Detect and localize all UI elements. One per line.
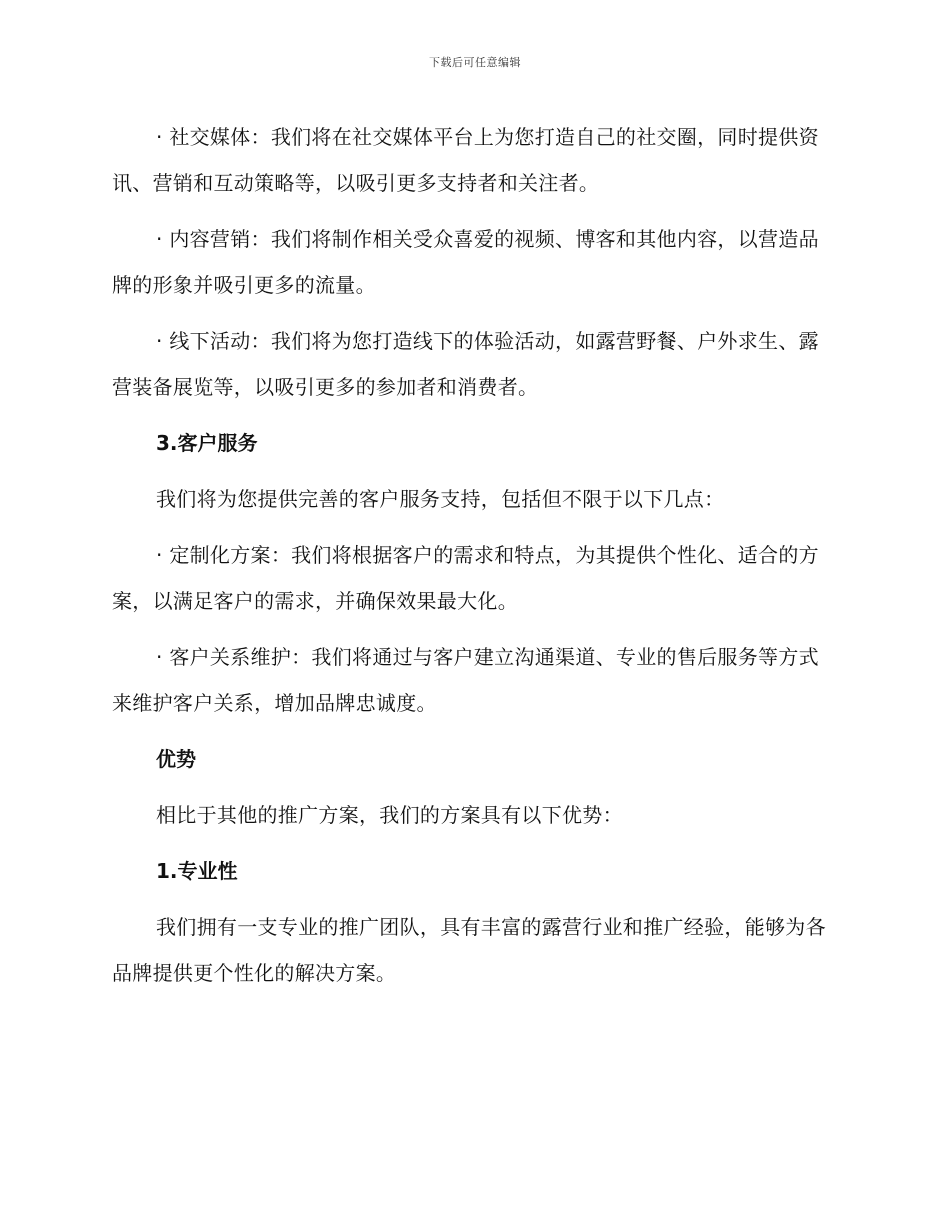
paragraph-advantages-intro: 相比于其他的推广方案，我们的方案具有以下优势： [156, 803, 623, 827]
section-heading-advantages: 优势 [156, 747, 196, 771]
paragraph-customized-plan: · 定制化方案：我们将根据客户的需求和特点，为其提供个性化、适合的方案，以满足客户的需求，并确保效果最大化。 [112, 543, 819, 613]
document-body [112, 114, 828, 996]
paragraph-content-marketing: · 内容营销：我们将制作相关受众喜爱的视频、博客和其他内容，以营造品牌的形象并吸引更多的流量。 [112, 227, 819, 297]
paragraph-service-intro: 我们将为您提供完善的客户服务支持，包括但不限于以下几点： [156, 487, 725, 511]
section-heading-customer-service: 3.客户服务 [156, 431, 258, 455]
paragraph-professional-team: 我们拥有一支专业的推广团队，具有丰富的露营行业和推广经验，能够为各品牌提供更个性化的解决方案。 [112, 915, 826, 985]
page-header: 下载后可任意编辑 [429, 56, 521, 69]
paragraph-offline-events: · 线下活动：我们将为您打造线下的体验活动，如露营野餐、户外求生、露营装备展览等，以吸引更多的参加者和消费者。 [112, 329, 819, 399]
paragraph-customer-relations: · 客户关系维护：我们将通过与客户建立沟通渠道、专业的售后服务等方式来维护客户关系，增加品牌忠诚度。 [112, 645, 819, 715]
paragraph-social-media: · 社交媒体：我们将在社交媒体平台上为您打造自己的社交圈，同时提供资讯、营销和互动策略等，以吸引更多支持者和关注者。 [112, 125, 819, 195]
section-heading-professionalism: 1.专业性 [156, 859, 238, 883]
